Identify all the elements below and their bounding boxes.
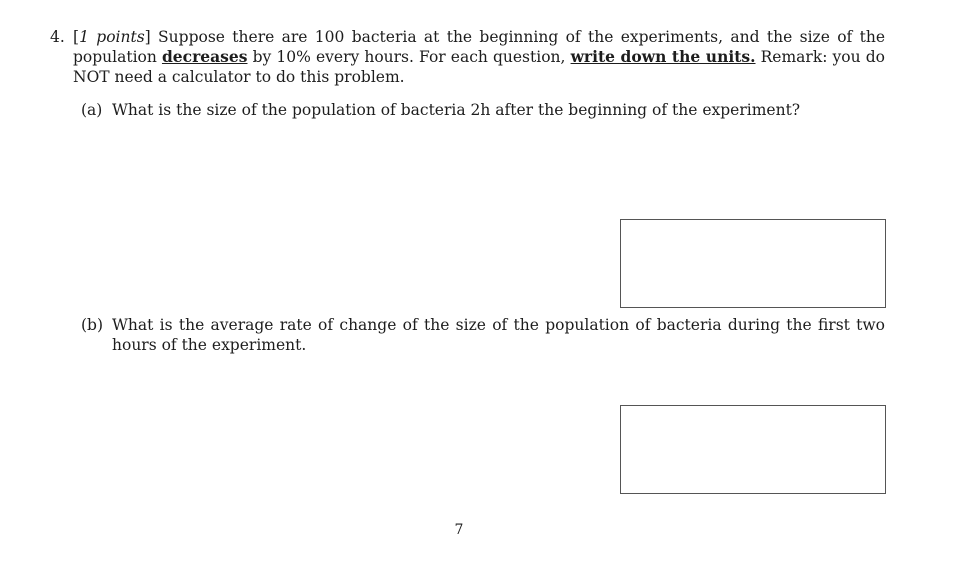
- stem-text-1: Suppose there are 100 bacteria at the beginning of the experiments, and the size of the population: [73, 28, 885, 66]
- part-a-text: What is the size of the population of bacteria 2h after the beginning of the experiment?: [112, 101, 801, 119]
- answer-box-a[interactable]: [620, 219, 886, 308]
- points-open: [: [73, 28, 80, 46]
- points-close: ]: [144, 28, 151, 46]
- page-number: 7: [454, 522, 464, 538]
- stem-text-3: Remark: you do NOT need a calculator to do this problem.: [73, 48, 885, 86]
- question-stem: [73, 27, 885, 87]
- stem-text-2: by 10% every hours. For each question,: [247, 48, 571, 66]
- emphasis-units: write down the units.: [570, 47, 756, 66]
- part-b-label: (b): [81, 316, 104, 334]
- part-a-label: (a): [81, 101, 103, 119]
- part-b-text: What is the average rate of change of the size of the population of bacteria during the first two hours of the experiment.: [112, 316, 885, 354]
- emphasis-decreases: decreases: [161, 47, 248, 66]
- points-label: 1 points: [79, 28, 145, 46]
- question-number: 4.: [50, 28, 65, 46]
- answer-box-b[interactable]: [620, 405, 886, 494]
